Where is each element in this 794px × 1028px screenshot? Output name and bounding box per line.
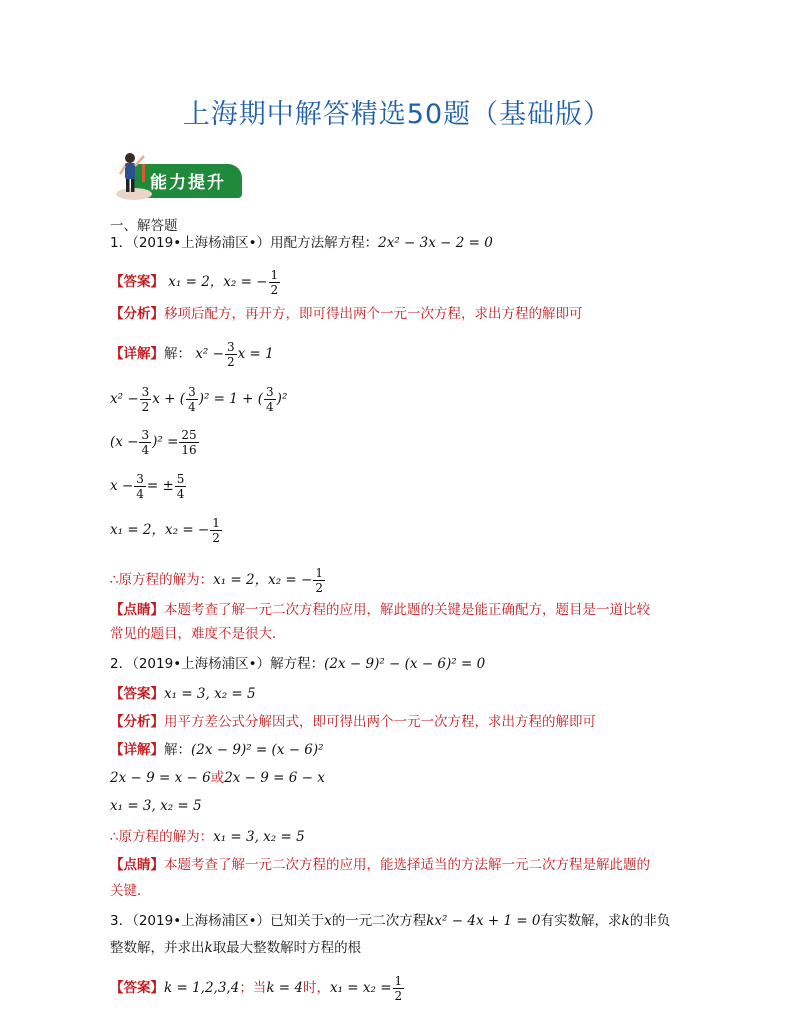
comment-tag: 【点睛】 bbox=[110, 602, 164, 618]
fraction-three-halves: $\frac{3}{2}$ bbox=[226, 340, 235, 369]
section-badge bbox=[110, 150, 242, 206]
badge-label: 能力提升 bbox=[150, 173, 226, 193]
document-title: 上海期中解答精选50题（基础版） bbox=[182, 99, 612, 130]
q1-analysis bbox=[110, 305, 583, 323]
q1-answer bbox=[110, 268, 281, 297]
analysis-tag: 【分析】 bbox=[110, 306, 164, 322]
fraction-one-half: $\frac{1}{2}$ bbox=[315, 566, 323, 595]
section-heading: 一、解答题 bbox=[110, 218, 178, 234]
fraction-25-16: $\frac{25}{16}$ bbox=[181, 428, 197, 457]
q1-conclusion: ∴原方程的解为：x₁ = 2，x₂ = − $\frac{1}{2}$ bbox=[110, 566, 323, 595]
q2-comment-cont: 关键． bbox=[110, 883, 151, 899]
fraction-three-quarters: $\frac{3}{4}$ bbox=[266, 385, 274, 414]
q2-analysis: 【分析】用平方差公式分解因式，即可得出两个一元一次方程，求出方程的解即可 bbox=[110, 714, 596, 730]
detail-lead: 解： bbox=[164, 346, 191, 362]
question-1-text: 1．（2019•上海杨浦区•）用配方法解方程： bbox=[110, 235, 379, 251]
conclusion-text: ∴原方程的解为： bbox=[110, 572, 214, 588]
fraction-three-quarters: $\frac{3}{4}$ bbox=[188, 385, 196, 414]
q2-step-3: x₁ = 3, x₂ = 5 bbox=[110, 798, 202, 814]
fraction-three-quarters: $\frac{3}{4}$ bbox=[141, 428, 150, 457]
fraction-one-half: $\frac{1}{2}$ bbox=[212, 516, 220, 545]
q2-step-2: 2x − 9 = x − 6或2x − 9 = 6 − x bbox=[110, 770, 325, 786]
q1-step-4: x − $\frac{3}{4}$ = ± $\frac{5}{4}$ bbox=[110, 472, 185, 501]
question-3-stem: 3．（2019•上海杨浦区•）已知关于x的一元二次方程kx² − 4x + 1 = 0有实数解，求k的非负 bbox=[110, 913, 671, 929]
q1-analysis-text: 移项后配方，再开方，即可得出两个一元一次方程，求出方程的解即可 bbox=[164, 306, 583, 322]
q2-comment: 【点睛】本题考查了解一元二次方程的应用，能选择适当的方法解一元二次方程是解此题的 bbox=[110, 857, 650, 873]
q1-step-5: x₁ = 2，x₂ = − $\frac{1}{2}$ bbox=[110, 516, 220, 545]
question-3-stem-cont: 整数解，并求出k取最大整数解时方程的根 bbox=[110, 940, 362, 956]
question-1-equation: 2x² − 3x − 2 = 0 bbox=[378, 235, 493, 251]
fraction-five-quarters: $\frac{5}{4}$ bbox=[176, 472, 185, 501]
fraction-one-half: $\frac{1}{2}$ bbox=[270, 268, 279, 297]
q3-answer: 【答案】k = 1,2,3,4；当k = 4时，x₁ = x₂ = $\frac{1}{2}$ bbox=[110, 974, 403, 1003]
detail-tag: 【详解】 bbox=[110, 346, 164, 362]
q1-comment: 【点睛】本题考查了解一元二次方程的应用，解此题的关键是能正确配方，题目是一道比较 bbox=[110, 602, 650, 618]
answer-tag: 【答案】 bbox=[110, 274, 164, 290]
fraction-one-half: $\frac{1}{2}$ bbox=[394, 974, 403, 1003]
fraction-three-halves: $\frac{3}{2}$ bbox=[141, 385, 150, 414]
question-2-stem: 2．（2019•上海杨浦区•）解方程：(2x − 9)² − (x − 6)² = 0 bbox=[110, 656, 486, 672]
question-2-equation: (2x − 9)² − (x − 6)² = 0 bbox=[324, 656, 486, 672]
q2-detail: 【详解】解：(2x − 9)² = (x − 6)² bbox=[110, 742, 324, 758]
q1-step-1: x² − bbox=[195, 346, 224, 362]
q1-step-3: (x − $\frac{3}{4}$ )² = $\frac{25}{16}$ bbox=[110, 428, 197, 457]
q2-conclusion: ∴原方程的解为：x₁ = 3, x₂ = 5 bbox=[110, 829, 305, 845]
fraction-three-quarters: $\frac{3}{4}$ bbox=[136, 472, 144, 501]
q2-answer: 【答案】x₁ = 3, x₂ = 5 bbox=[110, 686, 256, 702]
q1-step-2: x² − $\frac{3}{2}$ x + ( $\frac{3}{4}$ )² = 1 + ( $\frac{3}{4}$ )² bbox=[110, 385, 288, 414]
q1-comment-cont: 常见的题目，难度不是很大． bbox=[110, 626, 286, 642]
q1-detail bbox=[110, 340, 274, 369]
q1-answer-value: x₁ = 2，x₂ = − bbox=[168, 274, 268, 290]
student-figure-icon bbox=[114, 150, 154, 202]
question-1-stem bbox=[110, 234, 493, 252]
q1-step-1b: x = 1 bbox=[237, 346, 274, 362]
